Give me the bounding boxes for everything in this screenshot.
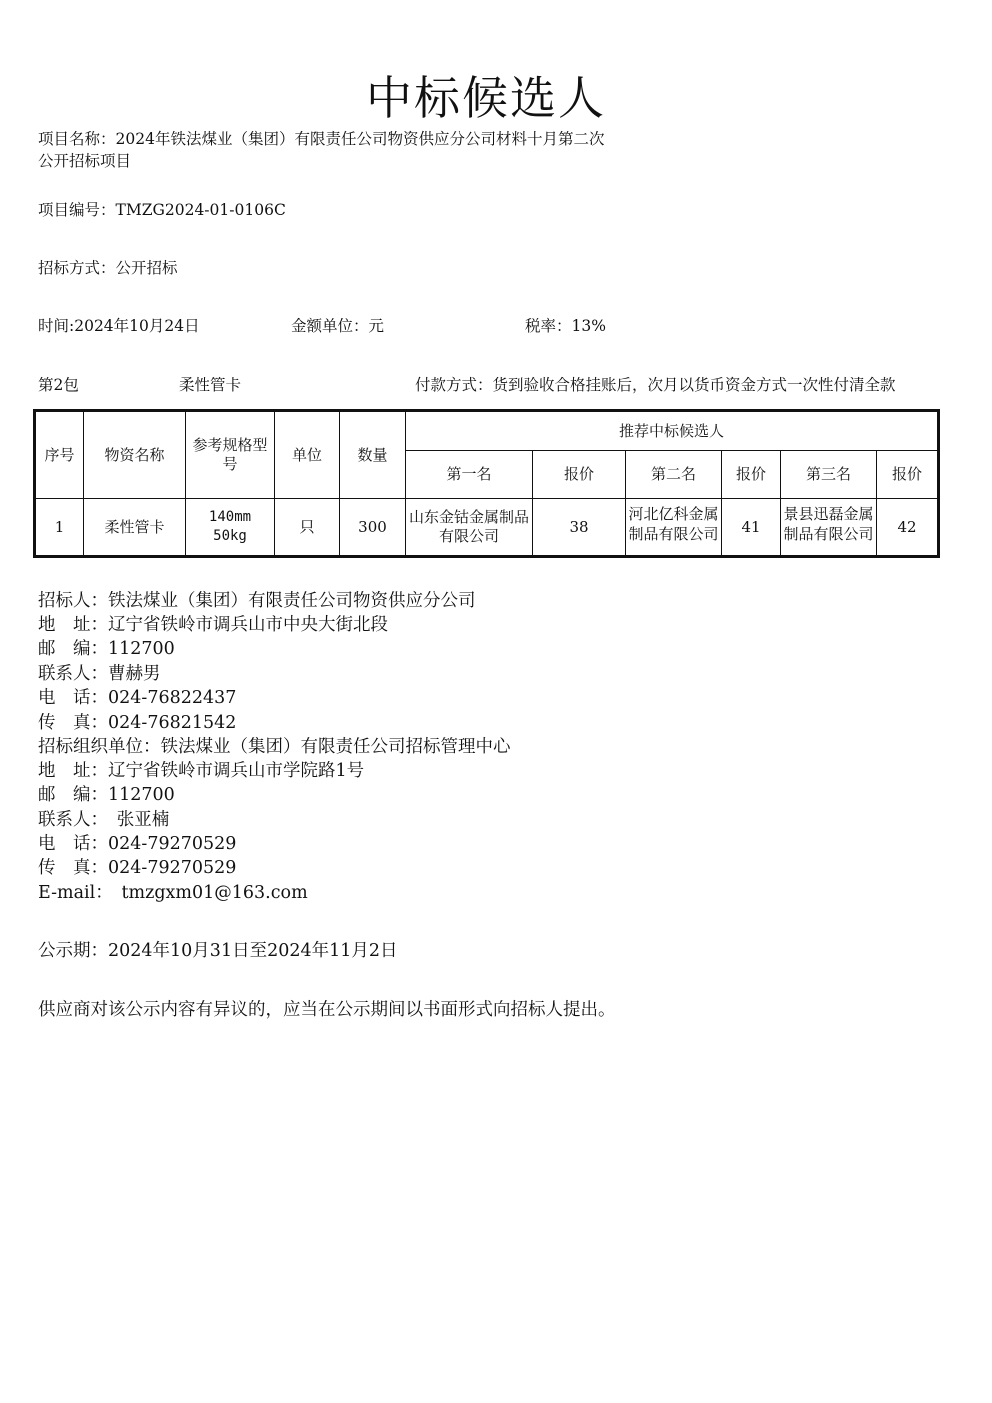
cell-first: 山东金钴金属制品有限公司 xyxy=(406,499,533,557)
tenderer-phone: 电 话：024-76822437 xyxy=(38,688,237,708)
header-second: 第二名 xyxy=(626,451,722,499)
cell-material: 柔性管卡 xyxy=(84,499,186,557)
table-row xyxy=(35,499,939,557)
header-first: 第一名 xyxy=(406,451,533,499)
tenderer-fax: 传 真：024-76821542 xyxy=(38,713,237,733)
header-price1: 报价 xyxy=(533,451,626,499)
header-qty: 数量 xyxy=(340,411,406,499)
tender-method: 招标方式：公开招标 xyxy=(38,259,178,277)
table-header-row xyxy=(35,411,939,451)
header-unit: 单位 xyxy=(275,411,340,499)
cell-spec xyxy=(186,499,275,557)
tenderer-postcode: 邮 编：112700 xyxy=(38,639,175,659)
page-title: 中标候选人 xyxy=(366,71,606,125)
agency-postcode: 邮 编：112700 xyxy=(38,785,175,805)
tender-time: 时间:2024年10月24日 xyxy=(38,317,200,335)
package-item: 柔性管卡 xyxy=(179,376,242,394)
header-spec: 参考规格型号 xyxy=(186,411,275,499)
cell-second-wrap xyxy=(626,499,722,557)
package-number: 第2包 xyxy=(38,376,79,394)
cell-second: 河北亿科金属制品有限公司 xyxy=(628,505,719,543)
tenderer-address: 地 址：辽宁省铁岭市调兵山市中央大街北段 xyxy=(38,615,388,635)
cell-third-wrap xyxy=(781,499,877,557)
header-recommended: 推荐中标候选人 xyxy=(406,411,939,451)
cell-spec-line2: 50kg xyxy=(213,528,247,544)
cell-third: 景县迅磊金属制品有限公司 xyxy=(783,505,874,543)
payment-terms: 付款方式：货到验收合格挂账后，次月以货币资金方式一次性付清全款 xyxy=(415,376,896,394)
agency-phone: 电 话：024-79270529 xyxy=(38,834,237,854)
header-price3: 报价 xyxy=(877,451,939,499)
header-seq: 序号 xyxy=(35,411,84,499)
agency-fax: 传 真：024-79270529 xyxy=(38,858,237,878)
cell-price3: 42 xyxy=(877,499,939,557)
cell-qty: 300 xyxy=(340,499,406,557)
cell-price2: 41 xyxy=(722,499,781,557)
tax-rate: 税率：13% xyxy=(525,317,606,335)
header-third: 第三名 xyxy=(781,451,877,499)
header-price2: 报价 xyxy=(722,451,781,499)
cell-price1: 38 xyxy=(533,499,626,557)
notice-period: 公示期：2024年10月31日至2024年11月2日 xyxy=(38,941,398,961)
agency-contact: 联系人： 张亚楠 xyxy=(38,810,170,830)
objection-note: 供应商对该公示内容有异议的，应当在公示期间以书面形式向招标人提出。 xyxy=(38,1000,616,1020)
tenderer: 招标人：铁法煤业（集团）有限责任公司物资供应分公司 xyxy=(38,591,476,611)
candidate-table xyxy=(33,409,940,558)
project-name-line2: 公开招标项目 xyxy=(38,152,132,170)
project-number: 项目编号：TMZG2024-01-0106C xyxy=(38,201,286,219)
tenderer-contact: 联系人：曹赫男 xyxy=(38,664,161,684)
cell-unit: 只 xyxy=(275,499,340,557)
agency-address: 地 址：辽宁省铁岭市调兵山市学院路1号 xyxy=(38,761,365,781)
project-name-line1: 项目名称：2024年铁法煤业（集团）有限责任公司物资供应分公司材料十月第二次 xyxy=(38,130,605,148)
header-material: 物资名称 xyxy=(84,411,186,499)
currency-unit: 金额单位：元 xyxy=(291,317,385,335)
cell-spec-line1: 140mm xyxy=(208,509,252,525)
agency: 招标组织单位：铁法煤业（集团）有限责任公司招标管理中心 xyxy=(38,737,511,757)
agency-email[interactable]: E-mail： tmzgxm01@163.com xyxy=(38,883,308,903)
cell-seq: 1 xyxy=(35,499,84,557)
